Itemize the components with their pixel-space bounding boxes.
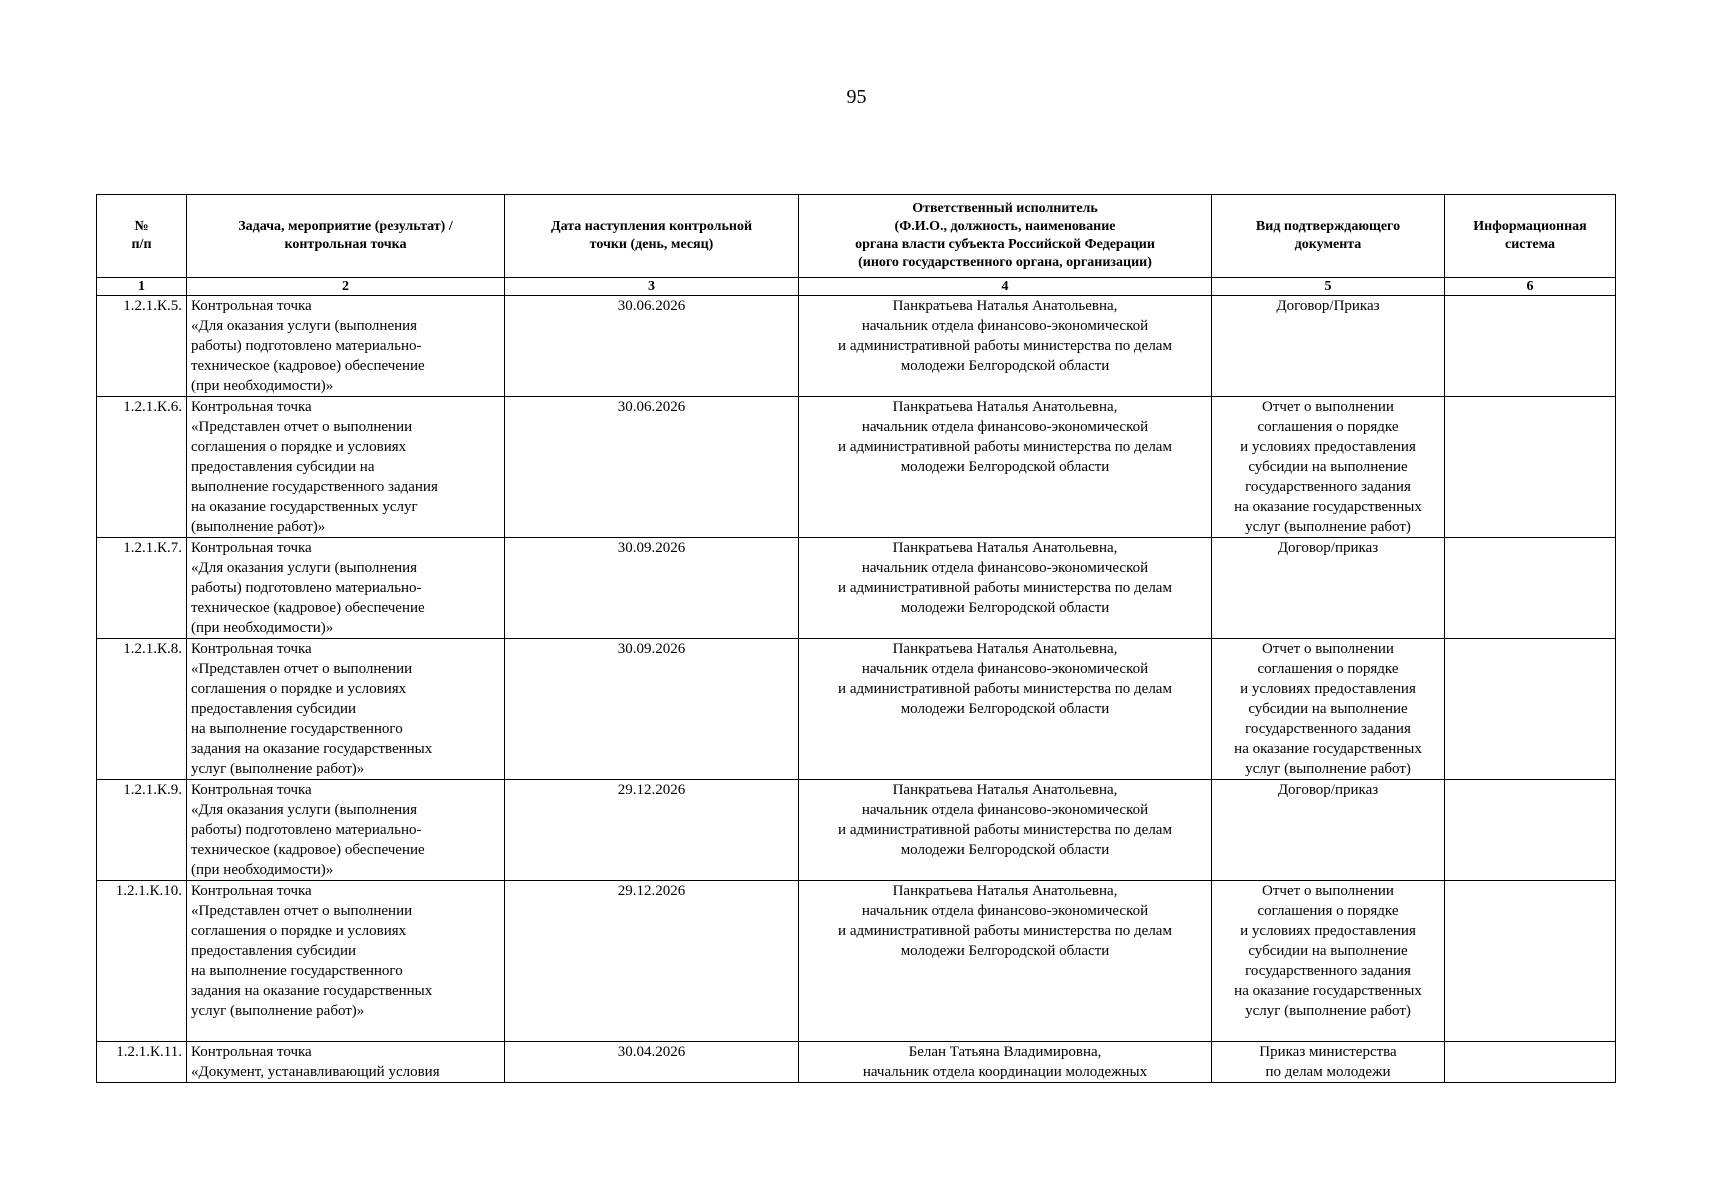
responsible-cell: Панкратьева Наталья Анатольевна, начальник отдела финансово-экономической и административной работы министерства по делам молодежи Белгородской области (799, 538, 1212, 639)
header-task: Задача, мероприятие (результат) / контрольная точка (187, 195, 505, 278)
row-number: 1.2.1.К.5. (97, 296, 187, 397)
task-cell: Контрольная точка «Для оказания услуги (выполнения работы) подготовлено материально- техническое (кадровое) обеспечение (при необходимости)» (187, 296, 505, 397)
date-cell: 29.12.2026 (505, 881, 799, 1042)
date-cell: 30.09.2026 (505, 639, 799, 780)
responsible-cell: Панкратьева Наталья Анатольевна, начальник отдела финансово-экономической и административной работы министерства по делам молодежи Белгородской области (799, 780, 1212, 881)
doc-type-cell: Договор/приказ (1212, 538, 1445, 639)
row-number: 1.2.1.К.11. (97, 1042, 187, 1083)
column-number: 2 (187, 278, 505, 296)
table-row (97, 397, 1616, 538)
header-responsible: Ответственный исполнитель (Ф.И.О., должность, наименование органа власти субъекта Российской Федерации (иного государственного органа, организации) (799, 195, 1212, 278)
doc-type-cell: Отчет о выполнении соглашения о порядке и условиях предоставления субсидии на выполнение государственного задания на оказание государственных услуг (выполнение работ) (1212, 397, 1445, 538)
date-cell: 30.06.2026 (505, 296, 799, 397)
task-cell: Контрольная точка «Представлен отчет о выполнении соглашения о порядке и условиях предоставления субсидии на выполнение государственного задания на оказание государственных услуг (выполнение работ)» (187, 397, 505, 538)
column-number: 5 (1212, 278, 1445, 296)
row-number: 1.2.1.К.6. (97, 397, 187, 538)
row-number: 1.2.1.К.10. (97, 881, 187, 1042)
doc-type-cell: Приказ министерства по делам молодежи (1212, 1042, 1445, 1083)
task-cell: Контрольная точка «Представлен отчет о выполнении соглашения о порядке и условиях предоставления субсидии на выполнение государственного задания на оказание государственных услуг (выполнение работ)» (187, 881, 505, 1042)
info-system-cell (1445, 881, 1616, 1042)
control-points-table (96, 194, 1616, 1083)
column-number: 1 (97, 278, 187, 296)
table-row (97, 639, 1616, 780)
row-number: 1.2.1.К.8. (97, 639, 187, 780)
info-system-cell (1445, 296, 1616, 397)
info-system-cell (1445, 538, 1616, 639)
column-number: 6 (1445, 278, 1616, 296)
header-doc-type: Вид подтверждающего документа (1212, 195, 1445, 278)
column-number: 3 (505, 278, 799, 296)
column-number: 4 (799, 278, 1212, 296)
header-row (97, 195, 1616, 278)
responsible-cell: Панкратьева Наталья Анатольевна, начальник отдела финансово-экономической и административной работы министерства по делам молодежи Белгородской области (799, 296, 1212, 397)
table-row (97, 538, 1616, 639)
header-info-system: Информационная система (1445, 195, 1616, 278)
row-number: 1.2.1.К.9. (97, 780, 187, 881)
task-cell: Контрольная точка «Документ, устанавливающий условия (187, 1042, 505, 1083)
info-system-cell (1445, 397, 1616, 538)
header-date: Дата наступления контрольной точки (день, месяц) (505, 195, 799, 278)
date-cell: 30.04.2026 (505, 1042, 799, 1083)
table-row (97, 881, 1616, 1042)
responsible-cell: Панкратьева Наталья Анатольевна, начальник отдела финансово-экономической и административной работы министерства по делам молодежи Белгородской области (799, 397, 1212, 538)
table-row (97, 1042, 1616, 1083)
info-system-cell (1445, 1042, 1616, 1083)
responsible-cell: Панкратьева Наталья Анатольевна, начальник отдела финансово-экономической и административной работы министерства по делам молодежи Белгородской области (799, 881, 1212, 1042)
info-system-cell (1445, 780, 1616, 881)
doc-type-cell: Договор/приказ (1212, 780, 1445, 881)
header-num: № п/п (97, 195, 187, 278)
row-number: 1.2.1.К.7. (97, 538, 187, 639)
task-cell: Контрольная точка «Для оказания услуги (выполнения работы) подготовлено материально- техническое (кадровое) обеспечение (при необходимости)» (187, 538, 505, 639)
doc-type-cell: Отчет о выполнении соглашения о порядке и условиях предоставления субсидии на выполнение государственного задания на оказание государственных услуг (выполнение работ) (1212, 881, 1445, 1042)
doc-type-cell: Договор/Приказ (1212, 296, 1445, 397)
task-cell: Контрольная точка «Представлен отчет о выполнении соглашения о порядке и условиях предоставления субсидии на выполнение государственного задания на оказание государственных услуг (выполнение работ)» (187, 639, 505, 780)
responsible-cell: Белан Татьяна Владимировна, начальник отдела координации молодежных (799, 1042, 1212, 1083)
task-cell: Контрольная точка «Для оказания услуги (выполнения работы) подготовлено материально- техническое (кадровое) обеспечение (при необходимости)» (187, 780, 505, 881)
column-number-row (97, 278, 1616, 296)
responsible-cell: Панкратьева Наталья Анатольевна, начальник отдела финансово-экономической и административной работы министерства по делам молодежи Белгородской области (799, 639, 1212, 780)
date-cell: 29.12.2026 (505, 780, 799, 881)
table-row (97, 296, 1616, 397)
table-row (97, 780, 1616, 881)
info-system-cell (1445, 639, 1616, 780)
date-cell: 30.06.2026 (505, 397, 799, 538)
date-cell: 30.09.2026 (505, 538, 799, 639)
page-number: 95 (846, 86, 867, 108)
doc-type-cell: Отчет о выполнении соглашения о порядке и условиях предоставления субсидии на выполнение государственного задания на оказание государственных услуг (выполнение работ) (1212, 639, 1445, 780)
